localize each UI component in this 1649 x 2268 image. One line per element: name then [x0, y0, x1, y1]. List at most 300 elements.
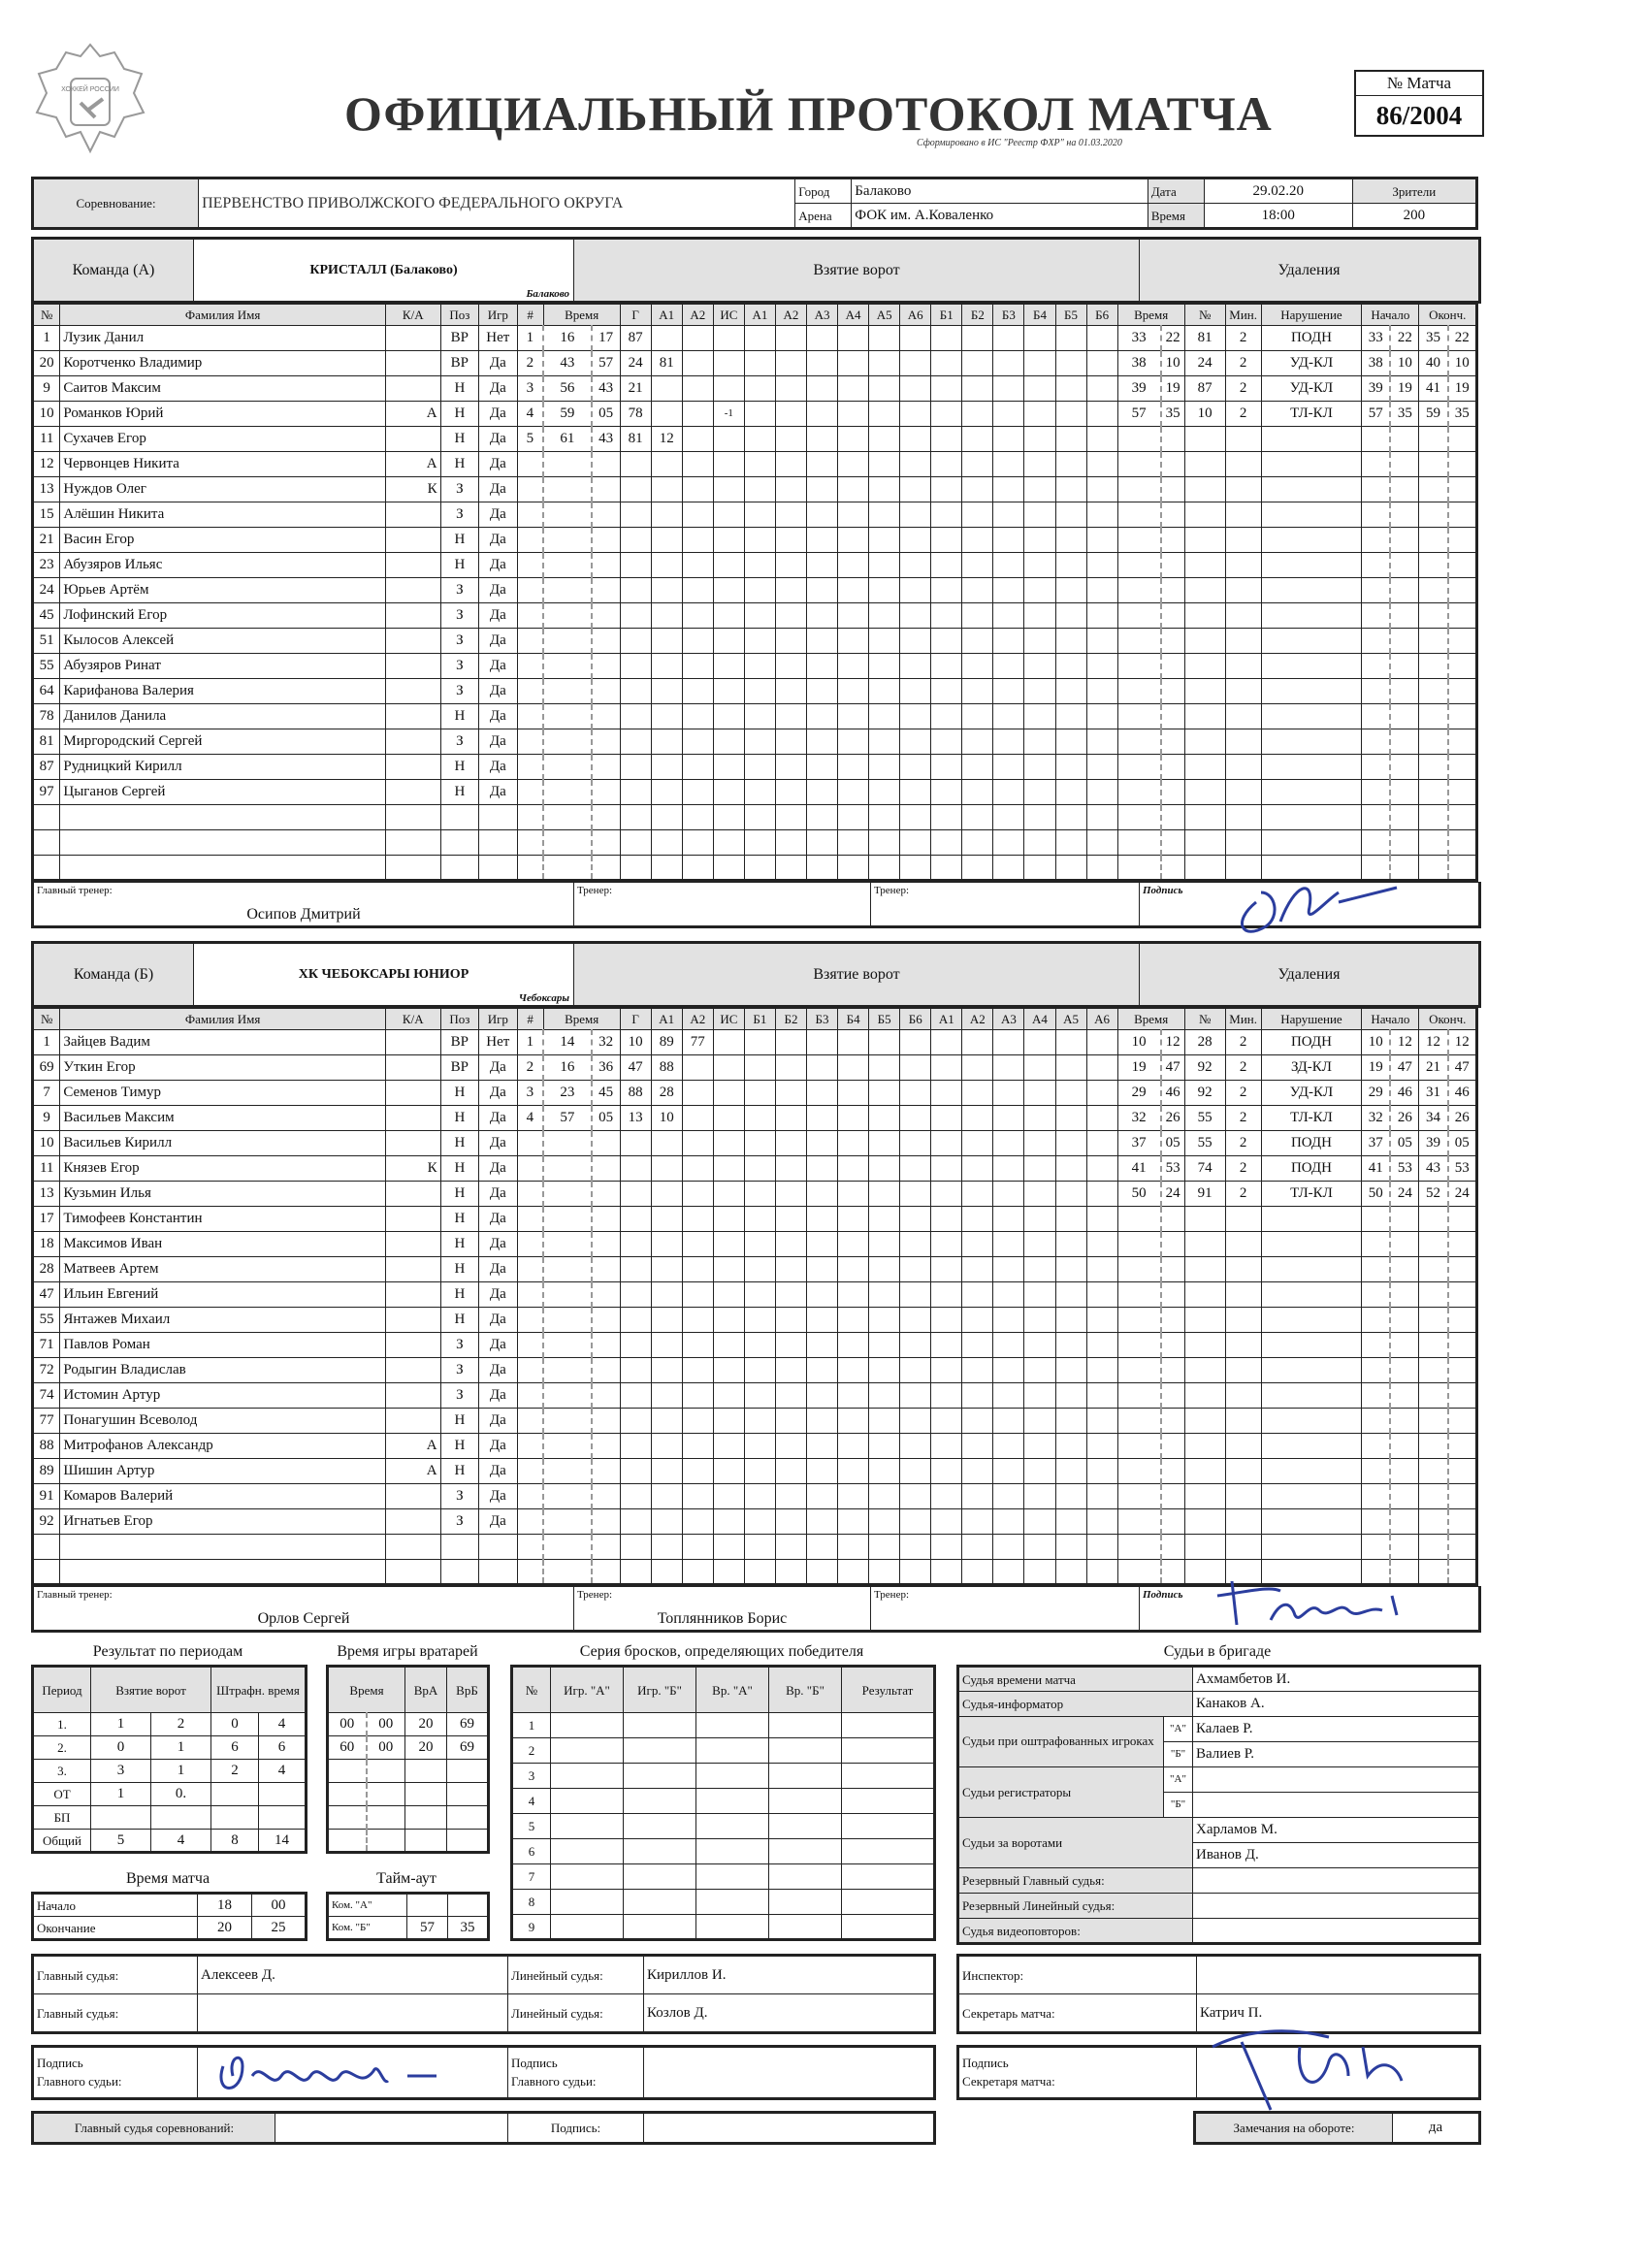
- player-name: Карифанова Валерия: [60, 679, 386, 704]
- player-captain-mark: [385, 326, 440, 351]
- goal-assist-1: [651, 830, 682, 856]
- goal-number: [517, 477, 543, 502]
- strength-cell: [1024, 1081, 1055, 1106]
- player-played: Да: [479, 1409, 517, 1434]
- strength-cell: [931, 528, 962, 553]
- strength-cell: [1024, 1358, 1055, 1383]
- goal-minute: 59: [543, 402, 591, 427]
- player-name: Червонцев Никита: [60, 452, 386, 477]
- pen-player: [1184, 502, 1225, 528]
- goal-minute: [543, 1535, 591, 1560]
- referees-title: Судьи в бригаде: [1163, 1643, 1272, 1660]
- strength-cell: [1024, 326, 1055, 351]
- pen-minutes: [1225, 1232, 1261, 1257]
- goalie-second: [367, 1830, 405, 1853]
- pen-minutes: [1225, 1434, 1261, 1459]
- strength-cell: [1055, 1081, 1086, 1106]
- pen-minute: [1117, 1282, 1160, 1308]
- strength-cell: [1086, 755, 1117, 780]
- match-start-hour: 18: [198, 1894, 252, 1917]
- pen-minutes: 2: [1225, 351, 1261, 376]
- ref-registrars-a: [1193, 1767, 1480, 1793]
- pen-player: [1184, 452, 1225, 477]
- pen-start-second: 53: [1390, 1156, 1419, 1182]
- player-captain-mark: [385, 1232, 440, 1257]
- strength-cell: [993, 1055, 1024, 1081]
- strength-cell: [744, 1257, 775, 1282]
- goal-assist-1: [651, 326, 682, 351]
- pen-second: [1161, 1358, 1185, 1383]
- inspector-label: Инспектор:: [958, 1956, 1197, 1994]
- pen-second: [1161, 477, 1185, 502]
- emblem-text: ХОККЕЙ РОССИИ: [61, 86, 119, 93]
- goal-situation: [713, 578, 744, 603]
- player-captain-mark: А: [385, 402, 440, 427]
- goal-second: [592, 729, 621, 755]
- strength-cell: [1024, 1383, 1055, 1409]
- player-position: ВР: [440, 351, 478, 376]
- player-captain-mark: [385, 1182, 440, 1207]
- goal-number: [517, 1409, 543, 1434]
- strength-cell: [807, 326, 838, 351]
- strength-cell: [807, 427, 838, 452]
- strength-cell: [775, 780, 806, 805]
- col-strength-header: Б5: [1055, 305, 1086, 326]
- pen-player: [1184, 1358, 1225, 1383]
- strength-cell: [962, 704, 993, 729]
- strength-cell: [807, 452, 838, 477]
- player-row: [33, 805, 1477, 830]
- col-pen-time-header: Время: [1117, 305, 1184, 326]
- player-captain-mark: [385, 502, 440, 528]
- goal-scorer: [620, 805, 651, 830]
- goal-assist-1: 12: [651, 427, 682, 452]
- strength-cell: [838, 1081, 869, 1106]
- player-name: Романков Юрий: [60, 402, 386, 427]
- strength-cell: [1024, 1232, 1055, 1257]
- strength-cell: [838, 326, 869, 351]
- goal-scorer: [620, 1182, 651, 1207]
- col-igr-header: Игр: [479, 305, 517, 326]
- player-captain-mark: [385, 553, 440, 578]
- strength-cell: [1024, 578, 1055, 603]
- strength-cell: [807, 1182, 838, 1207]
- goal-situation: [713, 755, 744, 780]
- strength-cell: [744, 1434, 775, 1459]
- goal-scorer: [620, 654, 651, 679]
- period-goals-a: 1: [91, 1783, 151, 1806]
- pen-player: 28: [1184, 1030, 1225, 1055]
- pen-player: 55: [1184, 1106, 1225, 1131]
- goal-scorer: [620, 1434, 651, 1459]
- period-pim-b: 14: [259, 1830, 307, 1853]
- pen-violation: [1261, 452, 1362, 477]
- goal-situation: [713, 1081, 744, 1106]
- pen-second: [1161, 856, 1185, 881]
- player-captain-mark: [385, 1358, 440, 1383]
- strength-cell: [744, 1182, 775, 1207]
- goal-situation: [713, 1560, 744, 1585]
- pen-end-second: [1448, 1358, 1477, 1383]
- goal-assist-2: [682, 326, 713, 351]
- period-pim-b: 6: [259, 1736, 307, 1760]
- strength-cell: [962, 1383, 993, 1409]
- goal-assist-1: [651, 477, 682, 502]
- team-b-penalties-title: Удаления: [1140, 943, 1480, 1007]
- goal-situation: [713, 856, 744, 881]
- pen-minutes: 2: [1225, 1030, 1261, 1055]
- player-number: 45: [33, 603, 60, 629]
- strength-cell: [838, 1434, 869, 1459]
- pen-end-second: [1448, 528, 1477, 553]
- strength-cell: [869, 755, 900, 780]
- strength-cell: [838, 452, 869, 477]
- goal-second: [592, 1383, 621, 1409]
- player-position: Н: [440, 1409, 478, 1434]
- strength-cell: [993, 1156, 1024, 1182]
- goal-number: 3: [517, 1081, 543, 1106]
- strength-cell: [1055, 1333, 1086, 1358]
- player-number: 55: [33, 1308, 60, 1333]
- pen-start-second: 05: [1390, 1131, 1419, 1156]
- goal-scorer: [620, 629, 651, 654]
- strength-cell: [775, 376, 806, 402]
- pen-minutes: [1225, 1257, 1261, 1282]
- pen-end-second: [1448, 1459, 1477, 1484]
- strength-cell: [869, 1232, 900, 1257]
- goal-assist-2: [682, 1106, 713, 1131]
- strength-cell: [744, 376, 775, 402]
- goal-second: 36: [592, 1055, 621, 1081]
- strength-cell: [1086, 1156, 1117, 1182]
- team-b-coach-label-2: Тренер:: [874, 1589, 910, 1601]
- goal-number: [517, 629, 543, 654]
- shootout-cell: [696, 1789, 769, 1814]
- goal-assist-2: 77: [682, 1030, 713, 1055]
- strength-cell: [931, 351, 962, 376]
- date-value: 29.02.20: [1204, 178, 1352, 204]
- goal-assist-2: [682, 1308, 713, 1333]
- goal-number: [517, 1333, 543, 1358]
- goal-assist-1: [651, 1131, 682, 1156]
- goal-second: [592, 704, 621, 729]
- player-row: [33, 1409, 1477, 1434]
- strength-cell: [1055, 704, 1086, 729]
- strength-cell: [869, 805, 900, 830]
- strength-cell: [962, 1409, 993, 1434]
- pen-start-minute: [1362, 1282, 1391, 1308]
- pen-player: [1184, 729, 1225, 755]
- player-row: [33, 477, 1477, 502]
- team-b-goals-title: Взятие ворот: [574, 943, 1140, 1007]
- pen-end-second: [1448, 780, 1477, 805]
- goal-assist-1: 81: [651, 351, 682, 376]
- strength-cell: [1086, 1257, 1117, 1282]
- col-pen-time-header: Время: [1117, 1009, 1184, 1030]
- period-row: [33, 1830, 307, 1853]
- pen-violation: [1261, 1308, 1362, 1333]
- player-row: [33, 1459, 1477, 1484]
- strength-cell: [775, 1358, 806, 1383]
- pen-minute: [1117, 856, 1160, 881]
- strength-cell: [900, 1434, 931, 1459]
- pen-minutes: 2: [1225, 402, 1261, 427]
- shootout-cell: [769, 1915, 842, 1940]
- ref-video-label: Судья видеоповторов:: [958, 1919, 1193, 1944]
- player-number: 13: [33, 1182, 60, 1207]
- period-row: [33, 1736, 307, 1760]
- strength-cell: [931, 477, 962, 502]
- strength-cell: [744, 856, 775, 881]
- player-captain-mark: [385, 1081, 440, 1106]
- strength-cell: [931, 1409, 962, 1434]
- strength-cell: [744, 1509, 775, 1535]
- pen-minutes: [1225, 704, 1261, 729]
- shootout-cell: [769, 1738, 842, 1764]
- player-played: Да: [479, 1081, 517, 1106]
- pen-end-minute: [1419, 679, 1448, 704]
- strength-cell: [838, 654, 869, 679]
- pen-player: 87: [1184, 376, 1225, 402]
- shootout-cell: [769, 1839, 842, 1864]
- pen-minute: [1117, 452, 1160, 477]
- strength-cell: [900, 1383, 931, 1409]
- strength-cell: [962, 1030, 993, 1055]
- pen-start-second: [1390, 528, 1419, 553]
- goal-situation: [713, 351, 744, 376]
- pen-second: [1161, 1409, 1185, 1434]
- player-position: [440, 1560, 478, 1585]
- col-strength-header: Б3: [807, 1009, 838, 1030]
- goal-situation: [713, 1383, 744, 1409]
- strength-cell: [962, 1459, 993, 1484]
- goal-assist-2: [682, 856, 713, 881]
- strength-cell: [1055, 1308, 1086, 1333]
- strength-cell: [993, 780, 1024, 805]
- strength-cell: [1055, 1282, 1086, 1308]
- goal-second: [592, 1282, 621, 1308]
- strength-cell: [775, 1484, 806, 1509]
- goal-scorer: [620, 1358, 651, 1383]
- team-a-section: [31, 237, 1478, 928]
- time-value: 18:00: [1204, 204, 1352, 229]
- player-row: [33, 1535, 1477, 1560]
- strength-cell: [962, 376, 993, 402]
- goal-minute: [543, 1156, 591, 1182]
- strength-cell: [775, 427, 806, 452]
- goalie-b: 69: [447, 1736, 489, 1760]
- player-captain-mark: [385, 1207, 440, 1232]
- strength-cell: [744, 553, 775, 578]
- goal-assist-2: [682, 1257, 713, 1282]
- player-played: Да: [479, 427, 517, 452]
- goalie-second: 00: [367, 1736, 405, 1760]
- goal-scorer: [620, 502, 651, 528]
- strength-cell: [1055, 629, 1086, 654]
- pen-start-minute: [1362, 1257, 1391, 1282]
- goal-minute: [543, 452, 591, 477]
- period-goals-b: 4: [151, 1830, 211, 1853]
- shootout-cell: [551, 1839, 624, 1864]
- goal-number: 1: [517, 1030, 543, 1055]
- strength-cell: [775, 1106, 806, 1131]
- strength-cell: [869, 1055, 900, 1081]
- col-strength-header: А3: [993, 1009, 1024, 1030]
- pen-end-second: [1448, 1308, 1477, 1333]
- goal-assist-1: [651, 1182, 682, 1207]
- col-strength-header: А2: [775, 305, 806, 326]
- goal-number: [517, 1232, 543, 1257]
- strength-cell: [838, 477, 869, 502]
- goal-assist-1: [651, 376, 682, 402]
- goal-scorer: [620, 1535, 651, 1560]
- pen-player: [1184, 1434, 1225, 1459]
- strength-cell: [993, 1207, 1024, 1232]
- period-pim-a: 6: [211, 1736, 259, 1760]
- goalie-row: [328, 1806, 489, 1830]
- strength-cell: [838, 502, 869, 528]
- pen-violation: [1261, 1232, 1362, 1257]
- team-b-header: [31, 941, 1481, 1008]
- main-ref-label: Главный судья:: [33, 1956, 198, 1994]
- goal-assist-1: [651, 603, 682, 629]
- pen-player: 24: [1184, 351, 1225, 376]
- strength-cell: [775, 1055, 806, 1081]
- strength-cell: [900, 502, 931, 528]
- pen-end-second: [1448, 1257, 1477, 1282]
- strength-cell: [993, 477, 1024, 502]
- strength-cell: [775, 704, 806, 729]
- strength-cell: [900, 1207, 931, 1232]
- goal-assist-2: [682, 1509, 713, 1535]
- goal-second: 05: [592, 402, 621, 427]
- strength-cell: [993, 351, 1024, 376]
- player-position: [440, 1535, 478, 1560]
- goal-scorer: [620, 1383, 651, 1409]
- player-row: [33, 704, 1477, 729]
- goalie-time-table: [326, 1665, 490, 1854]
- pen-second: [1161, 1484, 1185, 1509]
- pen-end-minute: 41: [1419, 376, 1448, 402]
- pen-end-second: 35: [1448, 402, 1477, 427]
- goal-minute: [543, 729, 591, 755]
- goal-second: [592, 856, 621, 881]
- ref-penalty-box-b: Валиев Р.: [1193, 1742, 1480, 1767]
- player-captain-mark: К: [385, 477, 440, 502]
- pen-start-minute: [1362, 830, 1391, 856]
- strength-cell: [962, 856, 993, 881]
- player-row: [33, 1509, 1477, 1535]
- goalie-minute: [328, 1806, 367, 1830]
- strength-cell: [1024, 654, 1055, 679]
- page-title: ОФИЦИАЛЬНЫЙ ПРОТОКОЛ МАТЧА: [344, 86, 1273, 141]
- strength-cell: [931, 452, 962, 477]
- pen-start-second: [1390, 1434, 1419, 1459]
- pen-violation: ТЛ-КЛ: [1261, 1106, 1362, 1131]
- period-row: [33, 1806, 307, 1830]
- pen-end-minute: [1419, 1484, 1448, 1509]
- spectators-label: Зрители: [1352, 178, 1476, 204]
- pen-violation: [1261, 477, 1362, 502]
- strength-cell: [838, 1535, 869, 1560]
- strength-cell: [807, 1030, 838, 1055]
- goal-situation: [713, 553, 744, 578]
- ref-goal-judge-1: Харламов М.: [1193, 1818, 1480, 1843]
- player-row: [33, 654, 1477, 679]
- goal-number: [517, 679, 543, 704]
- strength-cell: [962, 729, 993, 755]
- strength-cell: [931, 1030, 962, 1055]
- goal-assist-2: [682, 805, 713, 830]
- shootout-cell: [842, 1764, 935, 1789]
- goal-number: [517, 755, 543, 780]
- pen-violation: [1261, 1358, 1362, 1383]
- pen-minute: [1117, 729, 1160, 755]
- player-position: Н: [440, 1308, 478, 1333]
- team-b-coach-label: Тренер:: [577, 1589, 613, 1601]
- period-goals-b: 1: [151, 1760, 211, 1783]
- shootout-cell: [551, 1814, 624, 1839]
- strength-cell: [900, 780, 931, 805]
- goal-number: [517, 1182, 543, 1207]
- arena-value: ФОК им. А.Коваленко: [852, 204, 1148, 229]
- pen-start-minute: [1362, 679, 1391, 704]
- pen-start-second: [1390, 427, 1419, 452]
- pen-start-second: [1390, 1333, 1419, 1358]
- timeout-b-min: 57: [407, 1917, 448, 1940]
- strength-cell: [931, 1156, 962, 1182]
- pen-end-minute: [1419, 704, 1448, 729]
- pen-minutes: [1225, 1383, 1261, 1409]
- pen-start-minute: [1362, 553, 1391, 578]
- strength-cell: [1086, 805, 1117, 830]
- col-strength-header: А5: [1055, 1009, 1086, 1030]
- pen-end-second: 24: [1448, 1182, 1477, 1207]
- player-played: Да: [479, 1257, 517, 1282]
- goal-assist-1: [651, 452, 682, 477]
- strength-cell: [1055, 1383, 1086, 1409]
- goal-situation: [713, 1257, 744, 1282]
- player-row: [33, 1232, 1477, 1257]
- col-strength-header: Б5: [869, 1009, 900, 1030]
- goal-minute: [543, 629, 591, 654]
- strength-cell: [962, 1434, 993, 1459]
- strength-cell: [1024, 1156, 1055, 1182]
- player-name: Матвеев Артем: [60, 1257, 386, 1282]
- team-a-label: Команда (А): [33, 239, 194, 303]
- strength-cell: [1055, 1257, 1086, 1282]
- goalie-minute: [328, 1760, 367, 1783]
- pen-player: [1184, 856, 1225, 881]
- goal-situation: [713, 780, 744, 805]
- player-played: Да: [479, 553, 517, 578]
- pen-violation: [1261, 1257, 1362, 1282]
- strength-cell: [993, 1509, 1024, 1535]
- pen-start-minute: [1362, 1535, 1391, 1560]
- player-number: [33, 1535, 60, 1560]
- player-played: Да: [479, 780, 517, 805]
- goal-assist-1: [651, 780, 682, 805]
- pen-second: [1161, 1207, 1185, 1232]
- pen-end-minute: [1419, 729, 1448, 755]
- pen-second: [1161, 1333, 1185, 1358]
- strength-cell: [1086, 502, 1117, 528]
- main-ref-label-2: Главный судья:: [33, 1994, 198, 2033]
- strength-cell: [1055, 780, 1086, 805]
- strength-cell: [1024, 1434, 1055, 1459]
- strength-cell: [931, 603, 962, 629]
- pen-end-second: [1448, 1509, 1477, 1535]
